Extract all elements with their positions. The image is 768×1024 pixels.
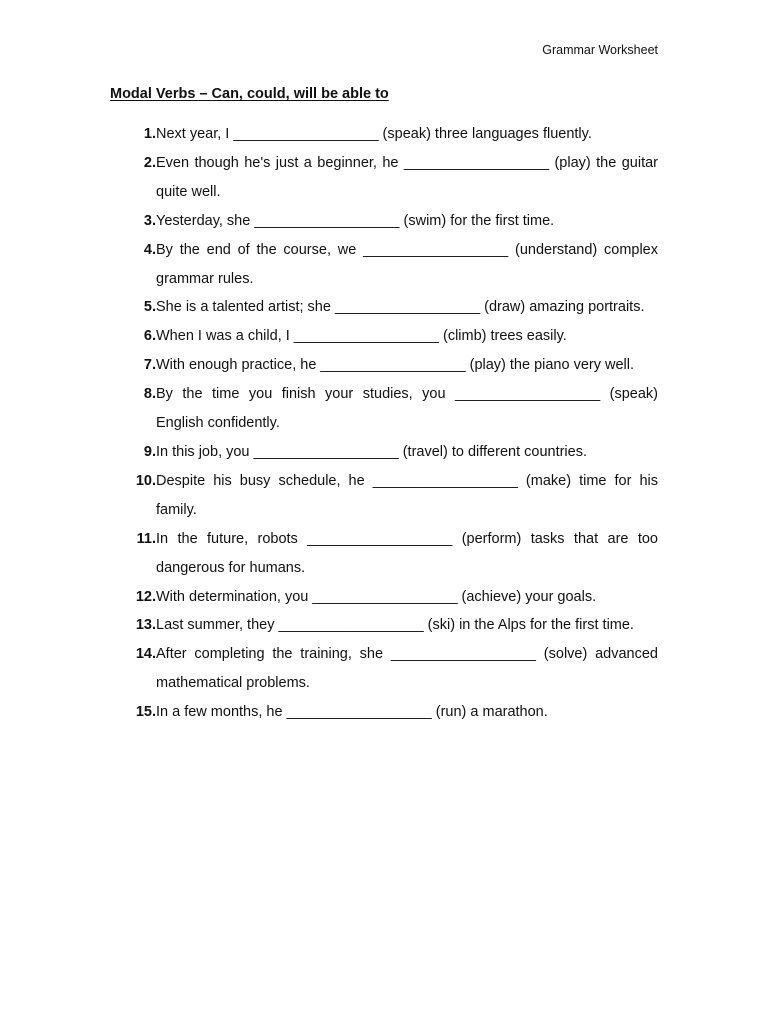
- exercise-item: [110, 293, 658, 322]
- exercise-item: [110, 640, 658, 698]
- item-number: 14.: [135, 646, 156, 663]
- item-number: 5.: [143, 299, 156, 316]
- exercise-item: [110, 149, 658, 207]
- item-sentence: Last summer, they __________________ (ski) in the Alps for the first time.: [156, 617, 634, 634]
- exercise-item: [110, 438, 658, 467]
- item-number: 13.: [135, 617, 156, 634]
- item-sentence: Next year, I __________________ (speak) three languages fluently.: [156, 126, 592, 142]
- item-sentence: With determination, you __________________ (achieve) your goals.: [156, 588, 597, 605]
- item-sentence: After completing the training, she __________________ (solve) advanced mathematical problems.: [156, 646, 658, 692]
- exercise-item: [110, 120, 658, 149]
- item-sentence: In a few months, he __________________ (run) a marathon.: [156, 704, 548, 721]
- exercise-item: [110, 351, 658, 380]
- item-number: 1.: [143, 126, 156, 142]
- item-number: 12.: [135, 588, 156, 605]
- exercise-item: [110, 467, 658, 525]
- item-sentence: By the end of the course, we __________________ (understand) complex grammar rules.: [156, 241, 658, 287]
- item-sentence: In the future, robots __________________ (perform) tasks that are too dangerous for humans.: [156, 530, 658, 576]
- item-number: 10.: [135, 472, 156, 489]
- item-sentence: Even though he's just a beginner, he __________________ (play) the guitar quite well.: [156, 154, 658, 200]
- exercise-list: [110, 120, 658, 727]
- exercise-item: [110, 583, 658, 612]
- item-sentence: With enough practice, he __________________ (play) the piano very well.: [156, 357, 635, 374]
- item-sentence: By the time you finish your studies, you __________________ (speak) English confidently.: [156, 386, 658, 432]
- item-number: 2.: [143, 154, 156, 171]
- exercise-item: [110, 236, 658, 294]
- item-number: 8.: [143, 386, 156, 403]
- exercise-item: [110, 611, 658, 640]
- item-number: 4.: [143, 241, 156, 258]
- item-sentence: Despite his busy schedule, he __________________ (make) time for his family.: [156, 472, 658, 518]
- exercise-item: [110, 322, 658, 351]
- exercise-item: [110, 525, 658, 583]
- item-number: 11.: [136, 530, 156, 547]
- item-number: 3.: [143, 212, 156, 229]
- exercise-item: [110, 698, 658, 727]
- item-number: 9.: [143, 443, 156, 460]
- worksheet-title: Modal Verbs – Can, could, will be able to: [110, 86, 389, 102]
- page-header: Grammar Worksheet: [542, 43, 658, 57]
- item-sentence: Yesterday, she __________________ (swim) for the first time.: [156, 212, 555, 229]
- item-sentence: She is a talented artist; she __________________ (draw) amazing portraits.: [156, 299, 645, 316]
- item-sentence: In this job, you __________________ (travel) to different countries.: [156, 443, 587, 460]
- exercise-item: [110, 207, 658, 236]
- item-number: 7.: [143, 357, 156, 374]
- item-sentence: When I was a child, I __________________ (climb) trees easily.: [156, 328, 567, 345]
- exercise-item: [110, 380, 658, 438]
- item-number: 6.: [143, 328, 156, 345]
- item-number: 15.: [135, 704, 156, 721]
